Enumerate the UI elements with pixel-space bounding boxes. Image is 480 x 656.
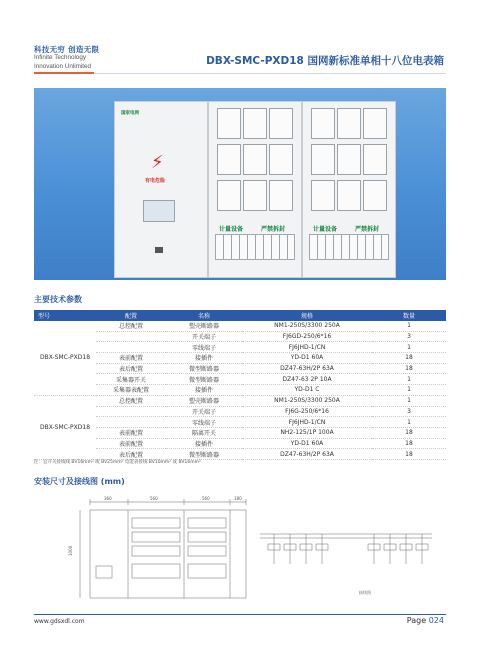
meter-window [269, 144, 293, 175]
cabinet-meter-door-1 [208, 101, 302, 278]
breaker-strip [309, 234, 389, 260]
table-row [34, 363, 446, 374]
wiring-caption: 接线图 [359, 590, 371, 595]
table-row [34, 331, 446, 342]
page-number [407, 616, 444, 625]
meter-window [217, 108, 241, 139]
col-name: 名称 [166, 310, 242, 321]
cell: 1 [372, 342, 446, 353]
dim-height: 1000 [68, 545, 73, 556]
cell: 微型断路器 [166, 363, 242, 374]
table-row [34, 374, 446, 385]
cell: 3 [372, 331, 446, 342]
cell: FJ6G-250/6*16 [242, 406, 372, 417]
meter-window [337, 144, 361, 175]
cell: 总控配置 [96, 321, 166, 331]
meter-window [311, 108, 335, 139]
meter-window [337, 180, 361, 211]
cell: YD-D1 60A [242, 438, 372, 449]
cell [96, 331, 166, 342]
cell: FJ6GD-250/6*16 [242, 331, 372, 342]
dim-width-3: 560 [202, 496, 210, 501]
meter-label: 计量设备 [313, 226, 338, 233]
table-row [34, 385, 446, 396]
cell: YD-D1 60A [242, 353, 372, 364]
dim-width-2: 560 [150, 496, 158, 501]
cell: YD-D1 C [242, 385, 372, 396]
cell: NM1-250S/3300 250A [242, 395, 372, 406]
meter-window [363, 108, 387, 139]
meter-label: 计量设备 [219, 226, 244, 233]
cell: NH2-125/1P 100A [242, 427, 372, 438]
seal-label: 严禁拆封 [355, 226, 380, 233]
cell: NM1-250S/3300 250A [242, 321, 372, 331]
meter-window [217, 180, 241, 211]
table-row [34, 406, 446, 417]
seal-label: 严禁拆封 [261, 226, 286, 233]
dim-width-1: 360 [104, 496, 112, 501]
table-row [34, 342, 446, 353]
cell [96, 406, 166, 417]
cell: 18 [372, 353, 446, 364]
cell: 表前配置 [96, 438, 166, 449]
meter-window [243, 108, 267, 139]
meter-window [269, 108, 293, 139]
meter-window [337, 108, 361, 139]
cell: 18 [372, 438, 446, 449]
cabinet-control-panel [114, 101, 208, 278]
drawing-heading: 安装尺寸及接线图 (mm) [34, 477, 125, 486]
header-accent-line [34, 72, 94, 74]
table-note: 注：总开关接线线 BV16mm² 或 BV25mm² 电能表接线 BV10mm² 或 BV16mm² [34, 460, 201, 465]
meter-window [363, 144, 387, 175]
cell: 微型断路器 [166, 374, 242, 385]
cell: 1 [372, 374, 446, 385]
cell: FJ6JHD-1/CN [242, 417, 372, 428]
cell: 采集器开关 [96, 374, 166, 385]
table-row [34, 438, 446, 449]
meter-window [311, 144, 335, 175]
cell: FJ6JHD-1/CN [242, 342, 372, 353]
grid-logo: 国家电网 [121, 111, 139, 116]
cell: 接插件 [166, 438, 242, 449]
cell: 总控配置 [96, 395, 166, 406]
cell: 1 [372, 321, 446, 331]
cell: 18 [372, 449, 446, 460]
cell: 18 [372, 363, 446, 374]
footer-divider [34, 614, 446, 615]
cell: 18 [372, 427, 446, 438]
meter-window [217, 144, 241, 175]
control-window [143, 200, 175, 222]
table-header-row [34, 310, 446, 321]
cell: 微型断路器 [166, 449, 242, 460]
meter-window [269, 180, 293, 211]
col-qty: 数量 [372, 310, 446, 321]
table-row [34, 321, 446, 331]
page-number-value: 024 [428, 616, 444, 625]
cell: DZ47-63H/2P 63A [242, 363, 372, 374]
cell: 接插件 [166, 353, 242, 364]
page-label: Page [406, 616, 427, 625]
cell: DZ47-63 2P 10A [242, 374, 372, 385]
footer-website: www.gdsxdl.com [34, 618, 85, 625]
meter-window [363, 180, 387, 211]
cell: 塑壳断路器 [166, 321, 242, 331]
model-cell: DBX-SMC-PXD18 [34, 321, 96, 395]
page-title: DBX-SMC-PXD18 国网新标准单相十八位电表箱 [206, 55, 444, 67]
cell: 采集器表配置 [96, 385, 166, 396]
cell: DZ47-63H/2P 63A [242, 449, 372, 460]
cell: 表前配置 [96, 353, 166, 364]
breaker-strip [215, 234, 295, 260]
lightning-icon: ⚡ [151, 152, 164, 173]
installation-drawing [34, 494, 446, 604]
product-photo [34, 88, 446, 280]
brand-slogan-en-2: Innovation Unlimited [34, 63, 92, 70]
cell: 表后配置 [96, 449, 166, 460]
meter-window [243, 144, 267, 175]
col-config: 配置 [96, 310, 166, 321]
table-row [34, 427, 446, 438]
cell: 开关端子 [166, 331, 242, 342]
cell: 表后配置 [96, 363, 166, 374]
table-row [34, 417, 446, 428]
header-divider [94, 73, 446, 74]
dim-width-4: 180 [234, 496, 242, 501]
meter-window [311, 180, 335, 211]
specs-heading: 主要技术参数 [34, 295, 82, 304]
cell: 3 [372, 406, 446, 417]
cell: 开关端子 [166, 406, 242, 417]
cell: 1 [372, 395, 446, 406]
model-cell: DBX-SMC-PXD18 [34, 395, 96, 459]
cell [96, 342, 166, 353]
cell [96, 417, 166, 428]
brand-slogan-en-1: Infinite Technology [34, 54, 87, 61]
specs-table [34, 310, 446, 460]
cabinet-meter-door-2 [302, 101, 396, 278]
cell: 塑壳断路器 [166, 395, 242, 406]
cell: 1 [372, 417, 446, 428]
cell: 零线端子 [166, 342, 242, 353]
lock-icon [155, 247, 163, 253]
danger-warning: 有电危险 [145, 178, 166, 184]
cell: 接插件 [166, 385, 242, 396]
cell: 1 [372, 385, 446, 396]
meter-window [243, 180, 267, 211]
table-row [34, 449, 446, 460]
table-row [34, 353, 446, 364]
col-model: 型号 [34, 310, 96, 321]
cell: 隔离开关 [166, 427, 242, 438]
brand-slogan-cn: 科技无穷 创造无限 [34, 45, 100, 54]
cell: 表前配置 [96, 427, 166, 438]
table-row [34, 395, 446, 406]
col-spec: 规格 [242, 310, 372, 321]
cell: 零线端子 [166, 417, 242, 428]
